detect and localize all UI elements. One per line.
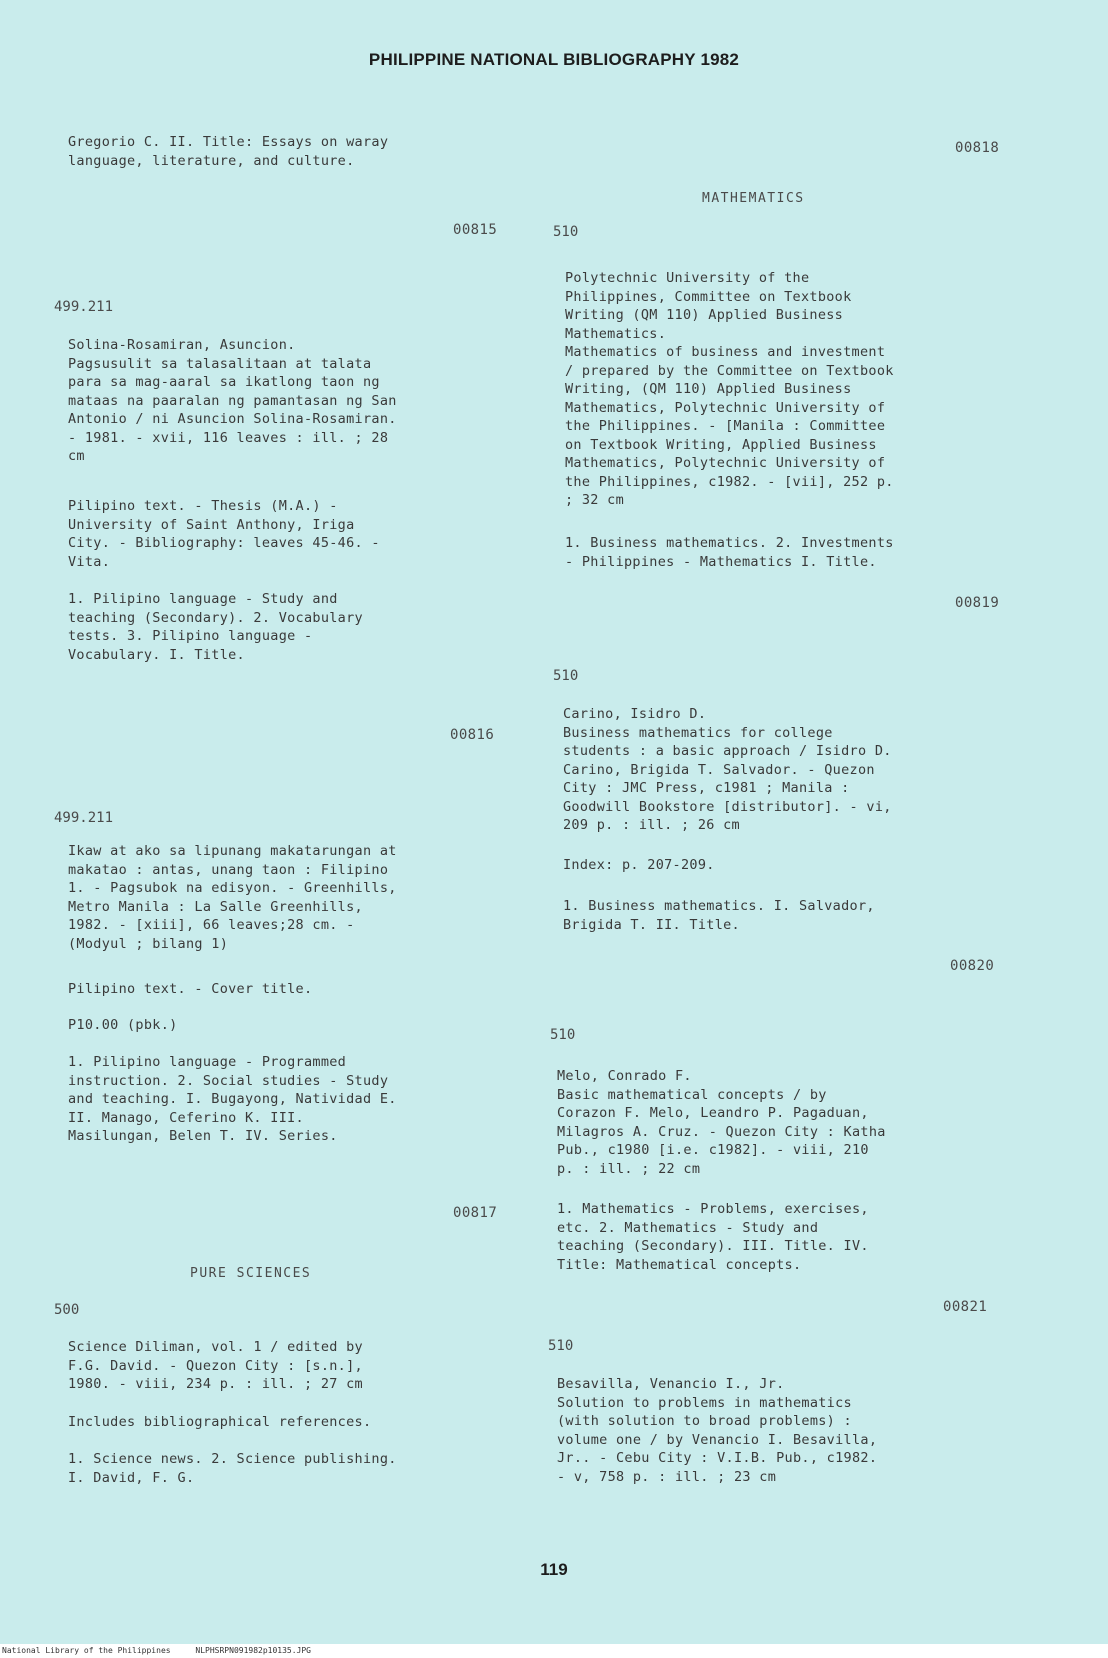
entry-00821-main: Besavilla, Venancio I., Jr. Solution to problems in mathematics (with solution to broad problems) : volume one / by Venancio I. Besavilla, Jr.. - Cebu City : V.I.B. Pub., c1982. - v, 758 p. : ill. ; 23 cm [557,1376,878,1485]
entry-number-00818: 00818 [955,140,1000,156]
class-number-00816: 499.211 [54,810,114,826]
entry-00816-note: Pilipino text. - Cover title. [68,981,313,997]
scan-footer [0,1644,1108,1658]
entry-number-00816: 00816 [450,727,495,743]
entry-00820-main: Melo, Conrado F. Basic mathematical concepts / by Corazon F. Melo, Leandro P. Pagaduan, Milagros A. Cruz. - Quezon City : Katha Pub., c1980 [i.e. c1982]. - viii, 210 p. : ill. ; 22 cm [557,1068,886,1177]
section-heading-mathematics: MATHEMATICS [702,191,805,206]
class-number-00815: 499.211 [54,299,114,315]
continued-entry-text: Gregorio C. II. Title: Essays on waray language, literature, and culture. [68,134,389,169]
entry-00816-subjects: 1. Pilipino language - Programmed instruction. 2. Social studies - Study and teaching. I. Bugayong, Natividad E. II. Manago, Ceferino K. III. Masilungan, Belen T. IV. Series. [68,1054,397,1144]
entry-number-00820: 00820 [950,958,995,974]
entry-00815-note: Pilipino text. - Thesis (M.A.) - University of Saint Anthony, Iriga City. - Bibliography: leaves 45-46. - Vita. [68,498,380,570]
entry-00817-main: Science Diliman, vol. 1 / edited by F.G. David. - Quezon City : [s.n.], 1980. - viii, 234 p. : ill. ; 27 cm [68,1339,363,1392]
entry-00816-main: Ikaw at ako sa lipunang makatarungan at makatao : antas, unang taon : Filipino 1. - Pagsubok na edisyon. - Greenhills, Metro Manila : La Salle Greenhills, 1982. - [xiii], 66 leaves;28 cm. - (Modyul ; bilang 1) [68,843,397,952]
entry-00816-price: P10.00 (pbk.) [68,1017,178,1033]
entry-number-00815: 00815 [453,222,498,238]
entry-number-00817: 00817 [453,1205,498,1221]
entry-number-00821: 00821 [943,1299,988,1315]
entry-00817-subjects: 1. Science news. 2. Science publishing. I. David, F. G. [68,1451,397,1486]
entry-00818-main: Polytechnic University of the Philippines, Committee on Textbook Writing (QM 110) Applied Business Mathematics. Mathematics of business and investment / prepared by the Committee on Textbook Writing, (QM 110) Applied Business Mathematics, Polytechnic University of the Philippines. - [Manila : Committee on Textbook Writing, Applied Business Mathematics, Polytechnic University of the Philippines, c1982. - [vii], 252 p. ; 32 cm [565,270,894,508]
section-heading-pure-sciences: PURE SCIENCES [190,1266,312,1281]
entry-00820-subjects: 1. Mathematics - Problems, exercises, etc. 2. Mathematics - Study and teaching (Secondary). III. Title. IV. Title: Mathematical concepts. [557,1201,869,1273]
page-number: 119 [540,1560,568,1579]
class-number-00819: 510 [553,668,579,684]
entry-00819-note: Index: p. 207-209. [563,857,715,873]
footer-library: National Library of the Philippines [2,1646,171,1655]
page-header: PHILIPPINE NATIONAL BIBLIOGRAPHY 1982 [368,50,740,69]
footer-file: NLPHSRPN091982p10135.JPG [195,1646,311,1655]
entry-00817-note: Includes bibliographical references. [68,1414,372,1430]
class-number-00820: 510 [550,1027,576,1043]
entry-number-00819: 00819 [955,595,1000,611]
class-number-00817: 500 [54,1302,80,1318]
entry-00819-subjects: 1. Business mathematics. I. Salvador, Brigida T. II. Title. [563,898,875,933]
entry-00815-subjects: 1. Pilipino language - Study and teaching (Secondary). 2. Vocabulary tests. 3. Pilipino language - Vocabulary. I. Title. [68,591,363,663]
entry-00815-main: Solina-Rosamiran, Asuncion. Pagsusulit sa talasalitaan at talata para sa mag-aaral sa ikatlong taon ng mataas na paaralan ng pamantasan ng San Antonio / ni Asuncion Solina-Rosamiran. - 1981. - xvii, 116 leaves : ill. ; 28 cm [68,337,397,464]
class-number-00821: 510 [548,1338,574,1354]
class-number-00818: 510 [553,224,579,240]
entry-00818-subjects: 1. Business mathematics. 2. Investments - Philippines - Mathematics I. Title. [565,535,894,570]
entry-00819-main: Carino, Isidro D. Business mathematics for college students : a basic approach / Isidro D. Carino, Brigida T. Salvador. - Quezon City : JMC Press, c1981 ; Manila : Goodwill Bookstore [distributor]. - vi, 209 p. : ill. ; 26 cm [563,706,892,833]
